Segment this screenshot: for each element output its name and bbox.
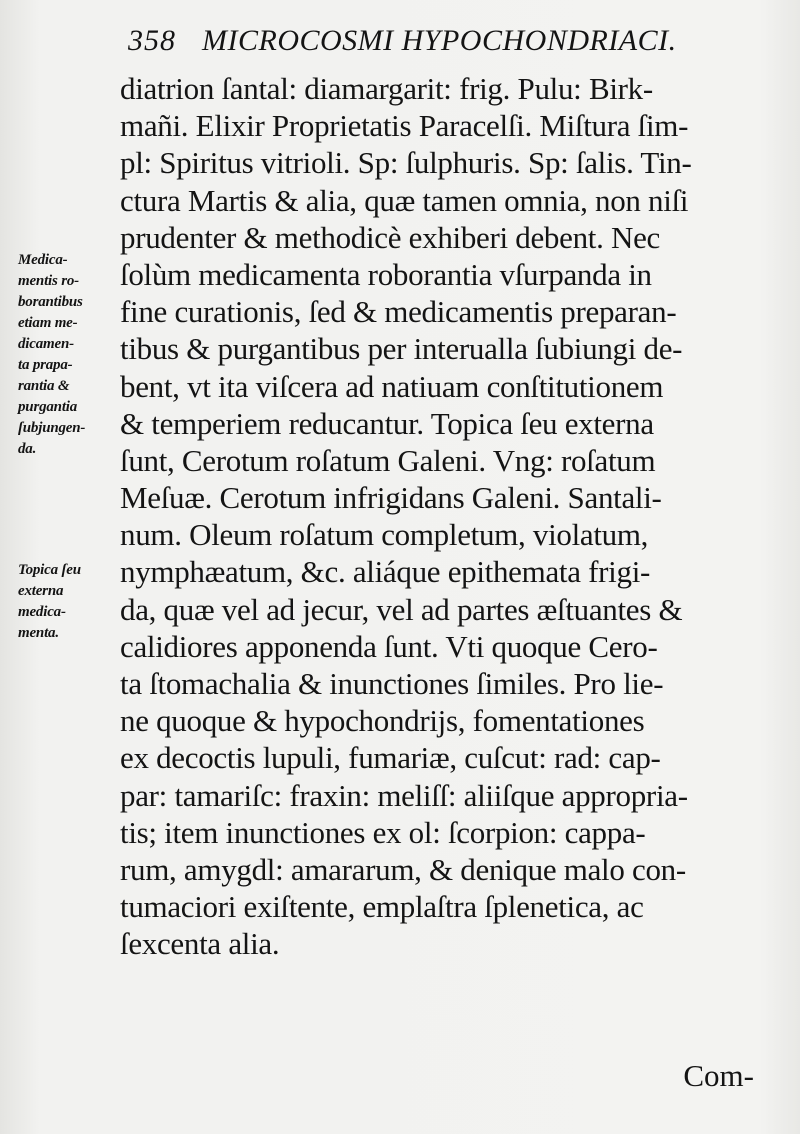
margin-note-line: medica-: [18, 604, 66, 620]
margin-note-topica: [18, 560, 118, 644]
margin-note-medicamentis: [18, 250, 118, 460]
catchword: Com-: [683, 1058, 754, 1093]
body-text: [120, 70, 770, 963]
running-head: MICROCOSMI HYPOCHONDRIACI.: [202, 24, 677, 57]
text-line: par: tamariſc: fraxin: meliſſ: aliiſque appropria-: [120, 777, 688, 813]
text-line: ta ſtomachalia & inunctiones ſimiles. Pro lie-: [120, 666, 664, 701]
margin-note-line: etiam me-: [18, 315, 78, 331]
text-line: ctura Martis & alia, quæ tamen omnia, non niſi: [120, 182, 689, 218]
margin-note-line: menta.: [18, 625, 59, 641]
text-line: ex decoctis lupuli, fumariæ, cuſcut: rad: cap-: [120, 740, 661, 776]
text-line: calidiores apponenda ſunt. Vti quoque Cero-: [120, 628, 658, 664]
margin-note-line: borantibus: [18, 294, 83, 310]
page-header: [128, 20, 728, 64]
margin-note-line: dicamen-: [18, 336, 74, 352]
text-line: pl: Spiritus vitrioli. Sp: ſulphuris. Sp: ſalis. Tin-: [120, 145, 692, 181]
text-line: da, quæ vel ad jecur, vel ad partes æſtuantes &: [120, 591, 683, 627]
text-line: ne quoque & hypochondrijs, fomentationes: [120, 703, 645, 739]
text-line: & temperiem reducantur. Topica ſeu externa: [120, 405, 654, 441]
text-line: num. Oleum roſatum completum, violatum,: [120, 517, 649, 553]
margin-note-line: externa: [18, 583, 64, 599]
text-line: ſolùm medicamenta roborantia vſurpanda in: [120, 256, 652, 292]
text-line: tibus & purgantibus per interualla ſubiungi de-: [120, 331, 683, 367]
text-line: tumaciori exiſtente, emplaſtra ſplenetica, ac: [120, 889, 644, 925]
page-number: 358: [128, 24, 176, 57]
text-line: ſunt, Cerotum roſatum Galeni. Vng: roſatum: [120, 442, 656, 478]
margin-note-line: Medica-: [18, 252, 68, 268]
text-line: mañi. Elixir Proprietatis Paracelſi. Miſtura ſim-: [120, 108, 689, 144]
margin-note-line: da.: [18, 441, 37, 457]
margin-note-line: mentis ro-: [18, 273, 79, 289]
margin-note-line: rantia &: [18, 378, 70, 394]
margin-note-line: ta prapa-: [18, 357, 73, 373]
text-line: tis; item inunctiones ex ol: ſcorpion: cappa-: [120, 814, 646, 850]
text-line: fine curationis, ſed & medicamentis preparan-: [120, 294, 677, 330]
text-line: bent, vt ita viſcera ad natiuam conſtitutionem: [120, 368, 664, 404]
text-line: prudenter & methodicè exhiberi debent. Nec: [120, 219, 661, 255]
margin-note-line: ſubjungen-: [18, 420, 86, 436]
text-line: nymphæatum, &c. aliáque epithemata frigi-: [120, 554, 651, 590]
margin-note-line: Topica ſeu: [18, 562, 81, 578]
text-line: Meſuæ. Cerotum infrigidans Galeni. Santali-: [120, 480, 662, 516]
text-line: rum, amygdl: amararum, & denique malo con-: [120, 851, 686, 887]
margin-note-line: purgantia: [18, 399, 78, 415]
text-line: ſexcenta alia.: [120, 926, 280, 962]
text-line: diatrion ſantal: diamargarit: frig. Pulu: Birk-: [120, 71, 653, 106]
